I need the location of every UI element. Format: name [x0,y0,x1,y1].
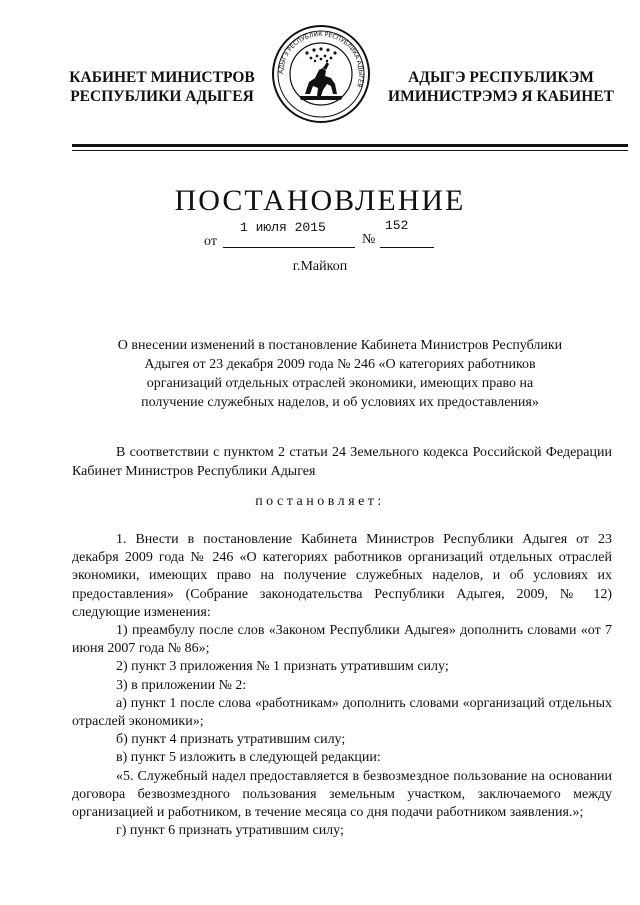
number-value: 152 [385,218,409,233]
body-paragraph: а) пункт 1 после слова «работникам» дополнить словами «организаций отдельных отраслей экономики»; [72,695,612,730]
number-label: № [362,232,376,247]
issuer-name-russian-line2: РЕСПУБЛИКИ АДЫГЕЯ [70,88,254,105]
emblem-ring-text: АДЫГЭ РЕСПУБЛИК РЕСПУБЛИКА АДЫГЕЯ [277,30,365,88]
date-number-row [0,218,640,249]
date-underline [223,247,355,248]
header-rule-thick [72,144,628,147]
date-value: 1 июля 2015 [240,220,326,235]
issuer-name-adyghe [386,68,616,106]
preamble [72,443,612,481]
preamble-text: В соответствии с пунктом 2 статьи 24 Земельного кодекса Российской Федерации Кабинет Министров Республики Адыгея [72,445,612,479]
body-paragraph: 2) пункт 3 приложения № 1 признать утратившим силу; [116,659,449,675]
issuer-name-adyghe-line1: АДЫГЭ РЕСПУБЛИКЭМ [408,69,594,86]
body-paragraph: г) пункт 6 признать утратившим силу; [116,823,344,839]
document-subject [70,336,610,412]
issuer-name-adyghe-line2: ИМИНИСТРЭМЭ Я КАБИНЕТ [388,88,614,105]
body-paragraph: 3) в приложении № 2: [116,677,247,693]
document-body [72,531,612,840]
body-paragraph: «5. Служебный надел предоставляется в безвозмездное пользование на основании договора безвозмездного пользования земельным участком, заключаемого между организацией и работником, в течение месяца со дня подачи работником заявления.»; [72,768,612,821]
body-paragraph: 1) преамбулу после слов «Законом Республики Адыгея» дополнить словами «от 7 июня 2007 года № 86»; [72,623,612,657]
issuer-name-russian-line1: КАБИНЕТ МИНИСТРОВ [69,69,255,86]
number-underline [380,247,434,248]
subject-line: Адыгея от 23 декабря 2009 года № 246 «О категориях работников [144,357,536,372]
header-rule-thin [72,150,628,151]
body-paragraph: б) пункт 4 признать утратившим силу; [116,732,346,748]
decrees-word: постановляет: [255,494,385,509]
date-label: от [204,234,217,249]
subject-line: организаций отдельных отраслей экономики, имеющих право на [146,376,534,391]
body-paragraph: 1. Внести в постановление Кабинета Министров Республики Адыгея от 23 декабря 2009 года № 246 «О категориях работников организаций отдельных отраслей экономики, имеющих право на получение служебных наделов, и об условиях их предоставления» (Собрание законодательства Республики Адыгея, 2009, № 12) следующие изменения: [72,532,612,620]
city-line: г.Майкоп [292,259,348,274]
issuer-name-russian [62,68,262,106]
coat-of-arms-icon [271,24,371,124]
body-paragraph: в) пункт 5 изложить в следующей редакции: [116,750,381,766]
document-title: ПОСТАНОВЛЕНИЕ [174,184,466,217]
subject-line: получение служебных наделов, и об условиях их предоставления» [141,395,539,410]
subject-line: О внесении изменений в постановление Кабинета Министров Республики [117,338,563,353]
